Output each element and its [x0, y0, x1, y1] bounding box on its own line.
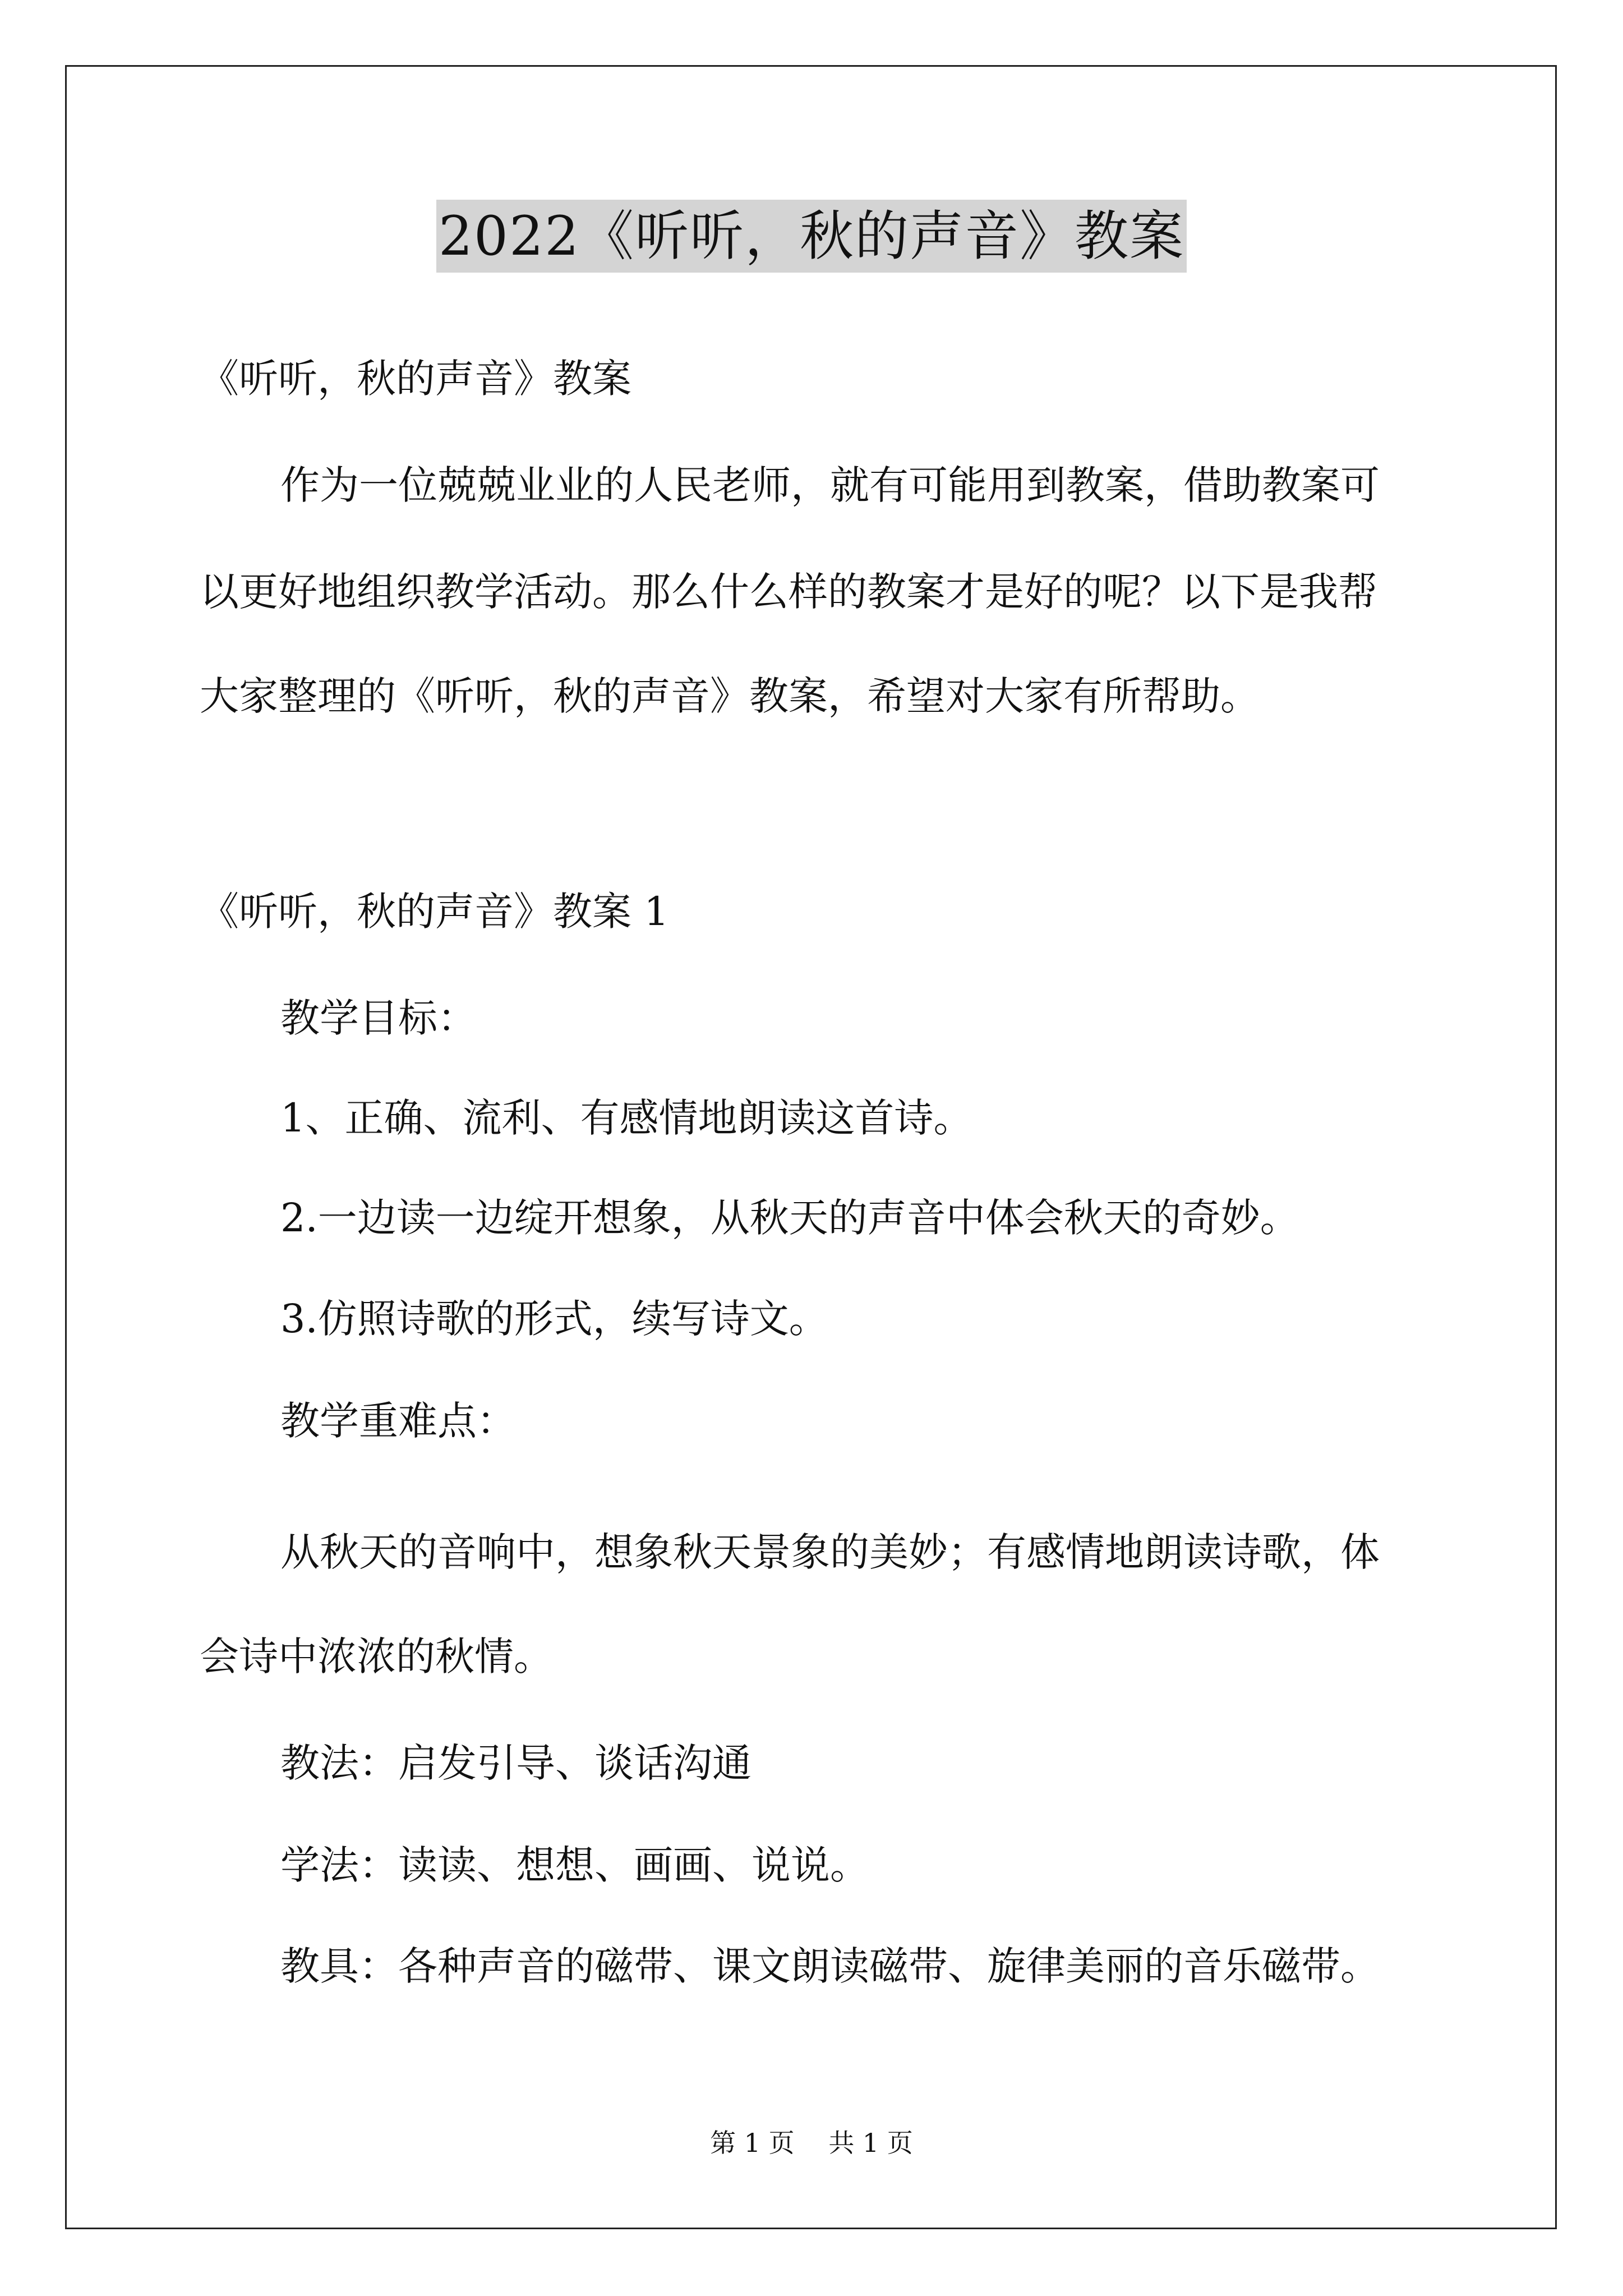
- title-container: [0, 200, 1623, 273]
- intro-line-1: 作为一位兢兢业业的人民老师，就有可能用到教案，借助教案可: [280, 462, 1380, 508]
- intro-line-2: 以更好地组织教学活动。那么什么样的教案才是好的呢？以下是我帮: [200, 569, 1377, 615]
- goal-item-2: 2.一边读一边绽开想象，从秋天的声音中体会秋天的奇妙。: [280, 1195, 1299, 1241]
- intro-line-3: 大家整理的《听听，秋的声音》教案，希望对大家有所帮助。: [200, 673, 1260, 719]
- teaching-aids: 教具：各种声音的磁带、课文朗读磁带、旋律美丽的音乐磁带。: [280, 1943, 1380, 1989]
- keypoints-heading: 教学重难点：: [280, 1398, 516, 1444]
- page-number-current: 第 1 页: [710, 2128, 795, 2158]
- page-number-total: 共 1 页: [828, 2128, 913, 2158]
- goals-heading: 教学目标：: [280, 995, 477, 1041]
- page-footer: [0, 2126, 1623, 2160]
- section-heading: 《听听，秋的声音》教案 1: [200, 889, 669, 935]
- teaching-method: 教法：启发引导、谈话沟通: [280, 1740, 751, 1786]
- keypoints-line-2: 会诗中浓浓的秋情。: [200, 1634, 553, 1680]
- learning-method: 学法：读读、想想、画画、说说。: [280, 1842, 869, 1888]
- keypoints-line-1: 从秋天的音响中，想象秋天景象的美妙；有感情地朗读诗歌，体: [280, 1529, 1380, 1575]
- goal-item-1: 1、正确、流利、有感情地朗读这首诗。: [280, 1095, 973, 1141]
- goal-item-3: 3.仿照诗歌的形式，续写诗文。: [280, 1296, 828, 1342]
- document-subtitle: 《听听，秋的声音》教案: [200, 356, 631, 402]
- document-title: 2022《听听，秋的声音》教案: [436, 200, 1187, 273]
